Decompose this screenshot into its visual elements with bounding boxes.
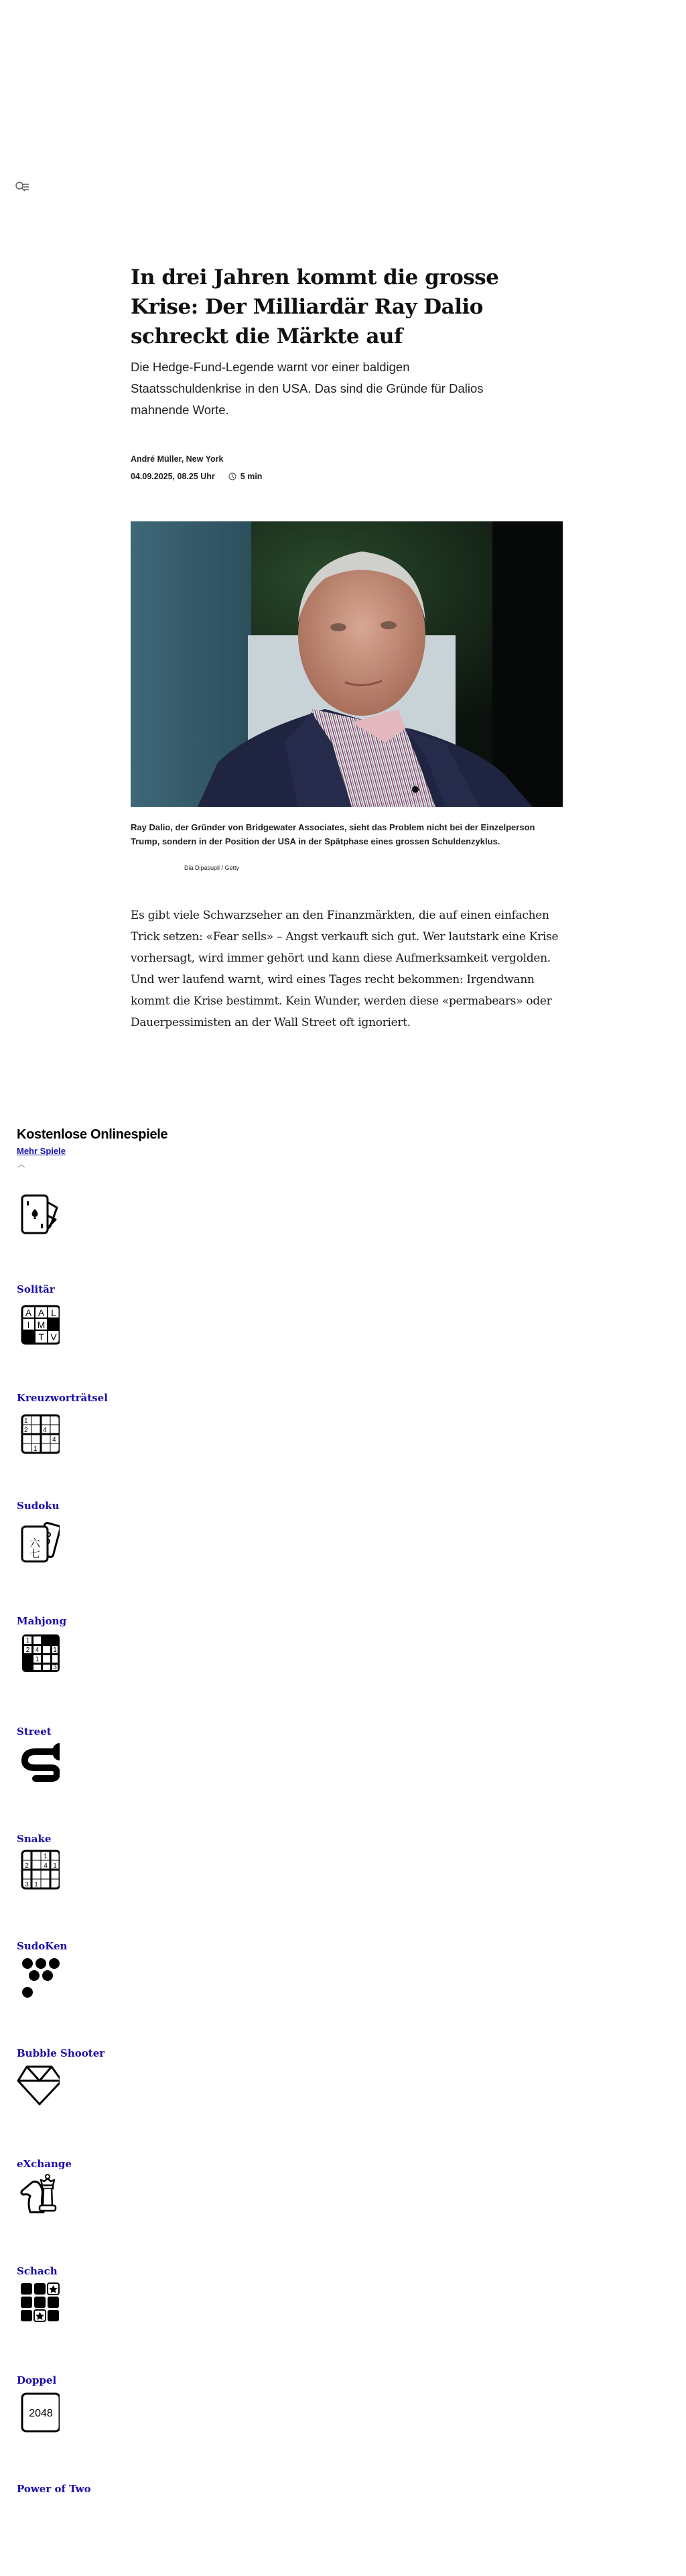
game-link-street[interactable]: Street [17,1726,52,1738]
grid-digit: 1 [53,1647,57,1654]
diamond-icon[interactable] [17,2064,60,2107]
crossword-letter: A [25,1307,32,1318]
article-author[interactable]: André Müller, New York [131,454,224,464]
games-list [17,0,285,2576]
article-body: Es gibt viele Schwarzseher an den Finanzmärkten, die auf einen einfachen Trick setzen: «Fear sells» – Angst verkauft sich gut. Wer lautstark eine Krise vorhersagt, wird immer gehört und kann diese Aufmerksamkeit vergolden. Und wer laufend warnt, wird eines Tages recht bekommen: Irgendwann kommt die Krise bestimmt. Kein Wunder, werden diese «permabears» oder Dauerpessimisten an der Wall Street oft ignoriert. [131,909,559,1029]
chess-pieces-icon[interactable] [17,2173,60,2216]
grid-digit: 4 [35,1647,40,1654]
crossword-letter: L [51,1307,56,1318]
game-link-snake[interactable]: Snake [17,1833,52,1845]
game-link-kreuzwortraetsel[interactable]: Kreuzworträtsel [17,1392,108,1404]
crossword-letter: A [38,1307,45,1318]
grid-digit: 2 [25,1647,30,1654]
more-games-link[interactable]: Mehr Spiele [17,1146,66,1156]
game-link-power-of-two[interactable]: Power of Two [17,2483,91,2495]
photo-credit: Dia Dipasupil / Getty [184,864,240,871]
game-link-solitaer[interactable]: Solitär [17,1283,55,1295]
crossword-letter: M [37,1319,46,1330]
grid-digit: 1 [24,1417,28,1425]
reading-time: 5 min [240,472,263,481]
grid-digit: 1 [53,1862,57,1870]
grid-digit: 3 [25,1881,29,1888]
sudoku-grid-icon[interactable] [17,1413,60,1456]
tile-label: 2048 [29,2408,53,2419]
crossword-letter: I [27,1319,30,1330]
crossword-grid-icon[interactable] [17,1303,60,1346]
svg-text:七: 七 [29,1547,41,1560]
game-link-exchange[interactable]: eXchange [17,2158,72,2170]
bubbles-icon[interactable] [17,1955,60,1998]
grid-digit: 2 [24,1427,28,1434]
svg-text:六: 六 [29,1537,41,1549]
photo-caption: Ray Dalio, der Gründer von Bridgewater Associates, sieht das Problem nicht bei der Einzelperson Trump, sondern in der Position der USA in der Spätphase eines grossen Schuldenzyklus. [131,822,535,846]
grid-digit: 2 [25,1862,29,1870]
crossword-letter: V [50,1332,57,1342]
article-lead: Die Hedge-Fund-Legende warnt vor einer baldigen Staatsschuldenkrise in den USA. Das sind die Gründe für Dalios mahnende Worte. [131,360,484,417]
tile-2048-icon[interactable] [17,2391,60,2434]
game-link-schach[interactable]: Schach [17,2265,58,2277]
game-link-sudoken[interactable]: SudoKen [17,1940,68,1952]
grid-digit: 1 [44,1853,48,1860]
grid-digit: 3 [53,1664,57,1671]
sudoken-grid-icon[interactable] [17,1848,60,1891]
game-link-mahjong[interactable]: Mahjong [17,1615,67,1627]
playing-cards-icon[interactable] [17,1193,60,1236]
star-tiles-icon[interactable] [17,2282,60,2325]
games-heading: Kostenlose Onlinespiele [17,1127,168,1142]
article-headline: In drei Jahren kommt die grosse Krise: Der Milliardär Ray Dalio schreckt die Märkte auf [131,265,499,348]
snake-icon[interactable] [17,1742,60,1785]
grid-digit: 1 [25,1637,30,1645]
game-link-sudoku[interactable]: Sudoku [17,1500,60,1512]
game-link-bubble-shooter[interactable]: Bubble Shooter [17,2047,105,2059]
mahjong-tiles-icon[interactable] [17,1520,60,1563]
grid-digit: 1 [35,1656,40,1663]
grid-digit: 4 [52,1436,56,1443]
grid-digit: 1 [33,1445,38,1453]
grid-digit: 4 [44,1862,48,1870]
game-link-doppel[interactable]: Doppel [17,2374,57,2386]
grid-digit: 4 [43,1427,47,1434]
article-date: 04.09.2025, 08.25 Uhr [131,472,215,481]
street-grid-icon[interactable] [17,1632,60,1675]
crossword-letter: T [38,1332,44,1342]
grid-digit: 1 [34,1881,38,1888]
